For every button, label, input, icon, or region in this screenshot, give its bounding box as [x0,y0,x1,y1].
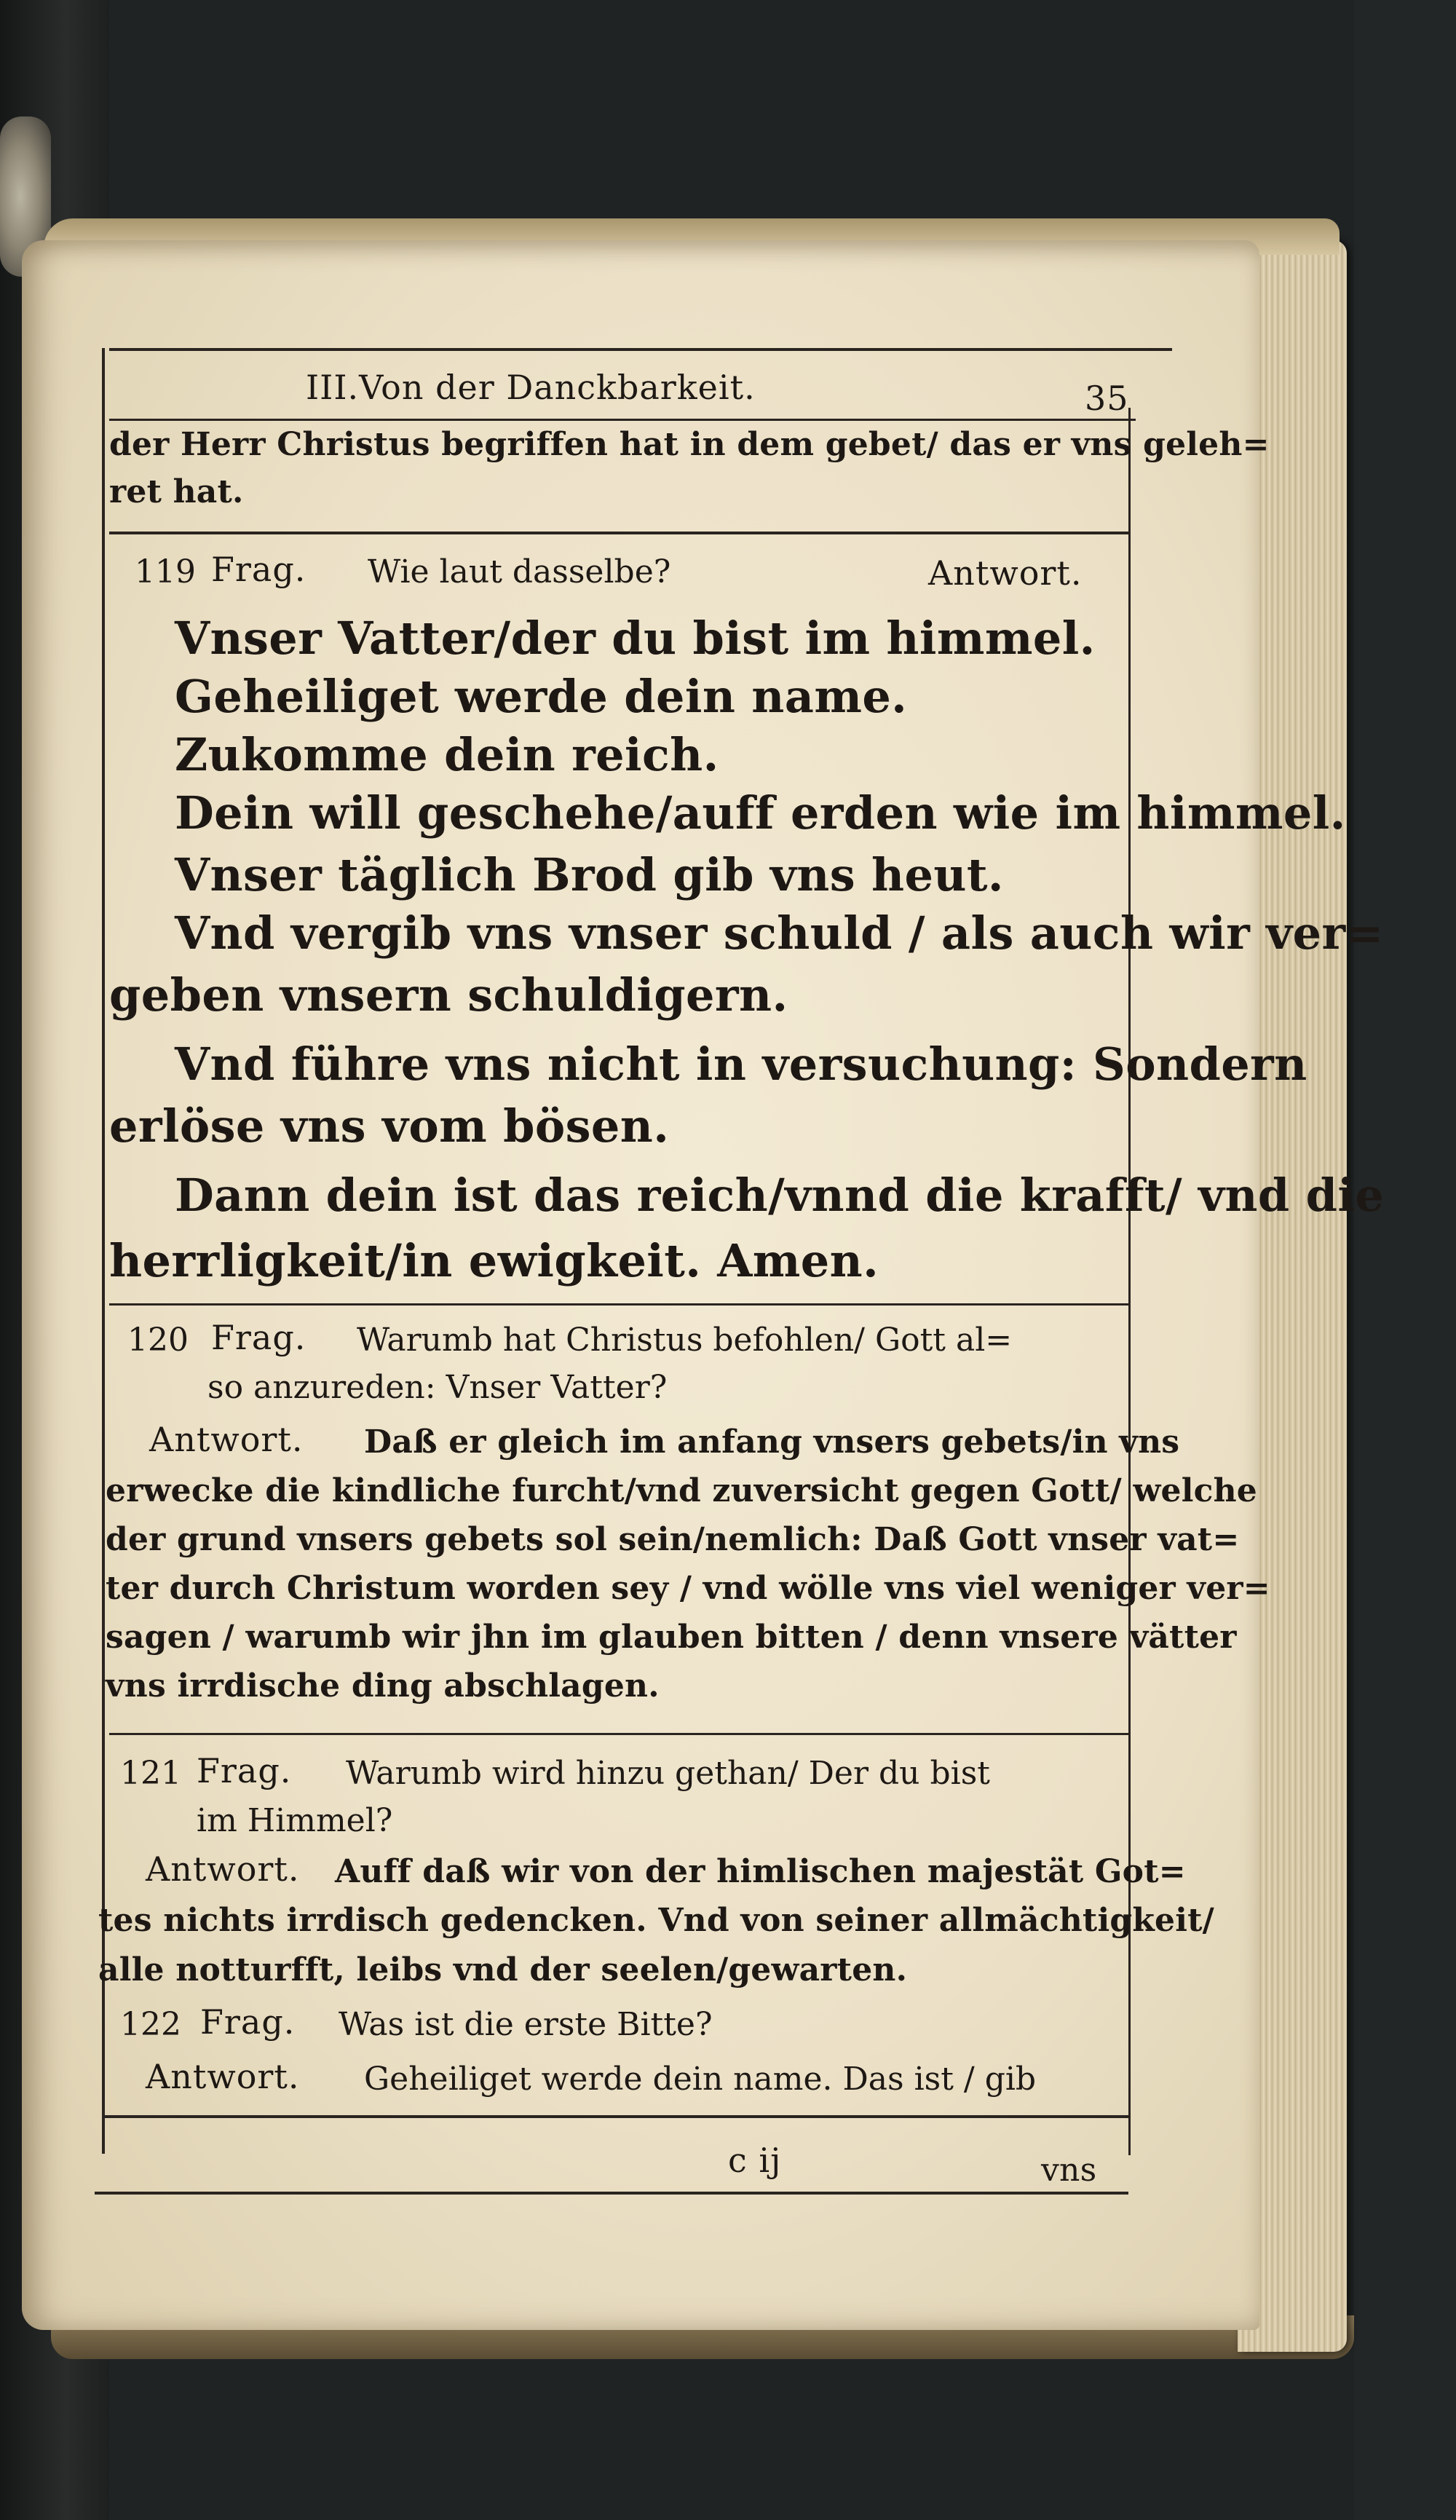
q119-question: Wie laut dasselbe? [368,553,671,590]
prayer-line: Dann dein ist das reich/vnnd die krafft/ vnd die [175,1169,1385,1222]
q120-question-line-1: Warumb hat Christus befohlen/ Gott al= [357,1322,1013,1359]
q122-answer-start: Geheiliget werde dein name. Das ist / gib [364,2061,1037,2098]
prayer-line: Vnd vergib vns vnser schuld / als auch wir ver= [175,907,1384,960]
footer-rule [95,2192,1128,2195]
catchword: vns [1041,2152,1097,2189]
prayer-line: Vnser täglich Brod gib vns heut. [175,848,1004,901]
frame-right-rule [1128,408,1131,2155]
prayer-line: erlöse vns vom bösen. [109,1099,670,1153]
q122-question: Was ist die erste Bitte? [339,2006,713,2043]
section-rule-2 [109,1303,1128,1306]
q120-answer-line: erwecke die kindliche furcht/vnd zuversicht gegen Gott/ welche [106,1472,1258,1509]
q122-answer-label: Antwort. [146,2057,300,2096]
page-number: 35 [1085,379,1129,418]
q119-frag: Frag. [211,550,306,589]
frame-left-rule [102,348,105,2154]
prayer-line: Vnser Vatter/der du bist im himmel. [175,612,1096,665]
prayer-line: Zukomme dein reich. [175,728,719,781]
q120-number: 120 [127,1322,189,1359]
q121-answer-line: tes nichts irrdisch gedencken. Vnd von seiner allmächtigkeit/ [98,1902,1214,1939]
prayer-line: geben vnsern schuldigern. [109,968,788,1022]
q121-number: 121 [120,1755,181,1792]
q121-answer-line: alle notturfft, leibs vnd der seelen/gewarten. [98,1951,908,1988]
q122-number: 122 [120,2006,181,2043]
q121-answer-line: Auff daß wir von der himlischen majestät Got= [335,1853,1186,1890]
q122-frag: Frag. [200,2002,296,2042]
q121-question-line-1: Warumb wird hinzu gethan/ Der du bist [346,1755,990,1792]
q121-frag: Frag. [197,1751,292,1790]
q119-answer-label: Antwort. [928,553,1083,593]
q120-frag: Frag. [211,1318,306,1357]
q119-number: 119 [135,553,196,590]
q120-answer-line: sagen / warumb wir jhn im glauben bitten / denn vnsere vätter [106,1619,1237,1656]
q120-answer-line: der grund vnsers gebets sol sein/nemlich: Daß Gott vnser vat= [106,1521,1240,1558]
frame-top-rule [109,348,1172,351]
intro-line-2: ret hat. [109,473,244,510]
q120-answer-line: ter durch Christum worden sey / vnd wölle vns viel weniger ver= [106,1570,1270,1607]
q120-answer-line: Daß er gleich im anfang vnsers gebets/in vns [364,1423,1180,1461]
prayer-line: herrligkeit/in ewigkeit. Amen. [109,1234,879,1287]
running-title: III.Von der Danckbarkeit. [306,368,756,407]
q120-answer-line: vns irrdische ding abschlagen. [106,1667,660,1705]
section-rule-4 [102,2115,1128,2118]
scan-background-right [1354,0,1456,2520]
section-rule-1 [109,532,1128,534]
q120-answer-label: Antwort. [149,1420,304,1459]
q121-question-line-2: im Himmel? [197,1802,393,1839]
intro-line-1: der Herr Christus begriffen hat in dem gebet/ das er vns geleh= [109,426,1270,463]
signature-mark: c ij [728,2141,782,2180]
header-rule [109,419,1136,421]
q120-question-line-2: so anzureden: Vnser Vatter? [207,1369,668,1406]
prayer-line: Vnd führe vns nicht in versuchung: Sondern [175,1038,1307,1091]
q121-answer-label: Antwort. [146,1849,300,1889]
prayer-line: Geheiliget werde dein name. [175,670,908,723]
section-rule-3 [109,1733,1128,1735]
prayer-line: Dein will geschehe/auff erden wie im himmel. [175,786,1346,840]
